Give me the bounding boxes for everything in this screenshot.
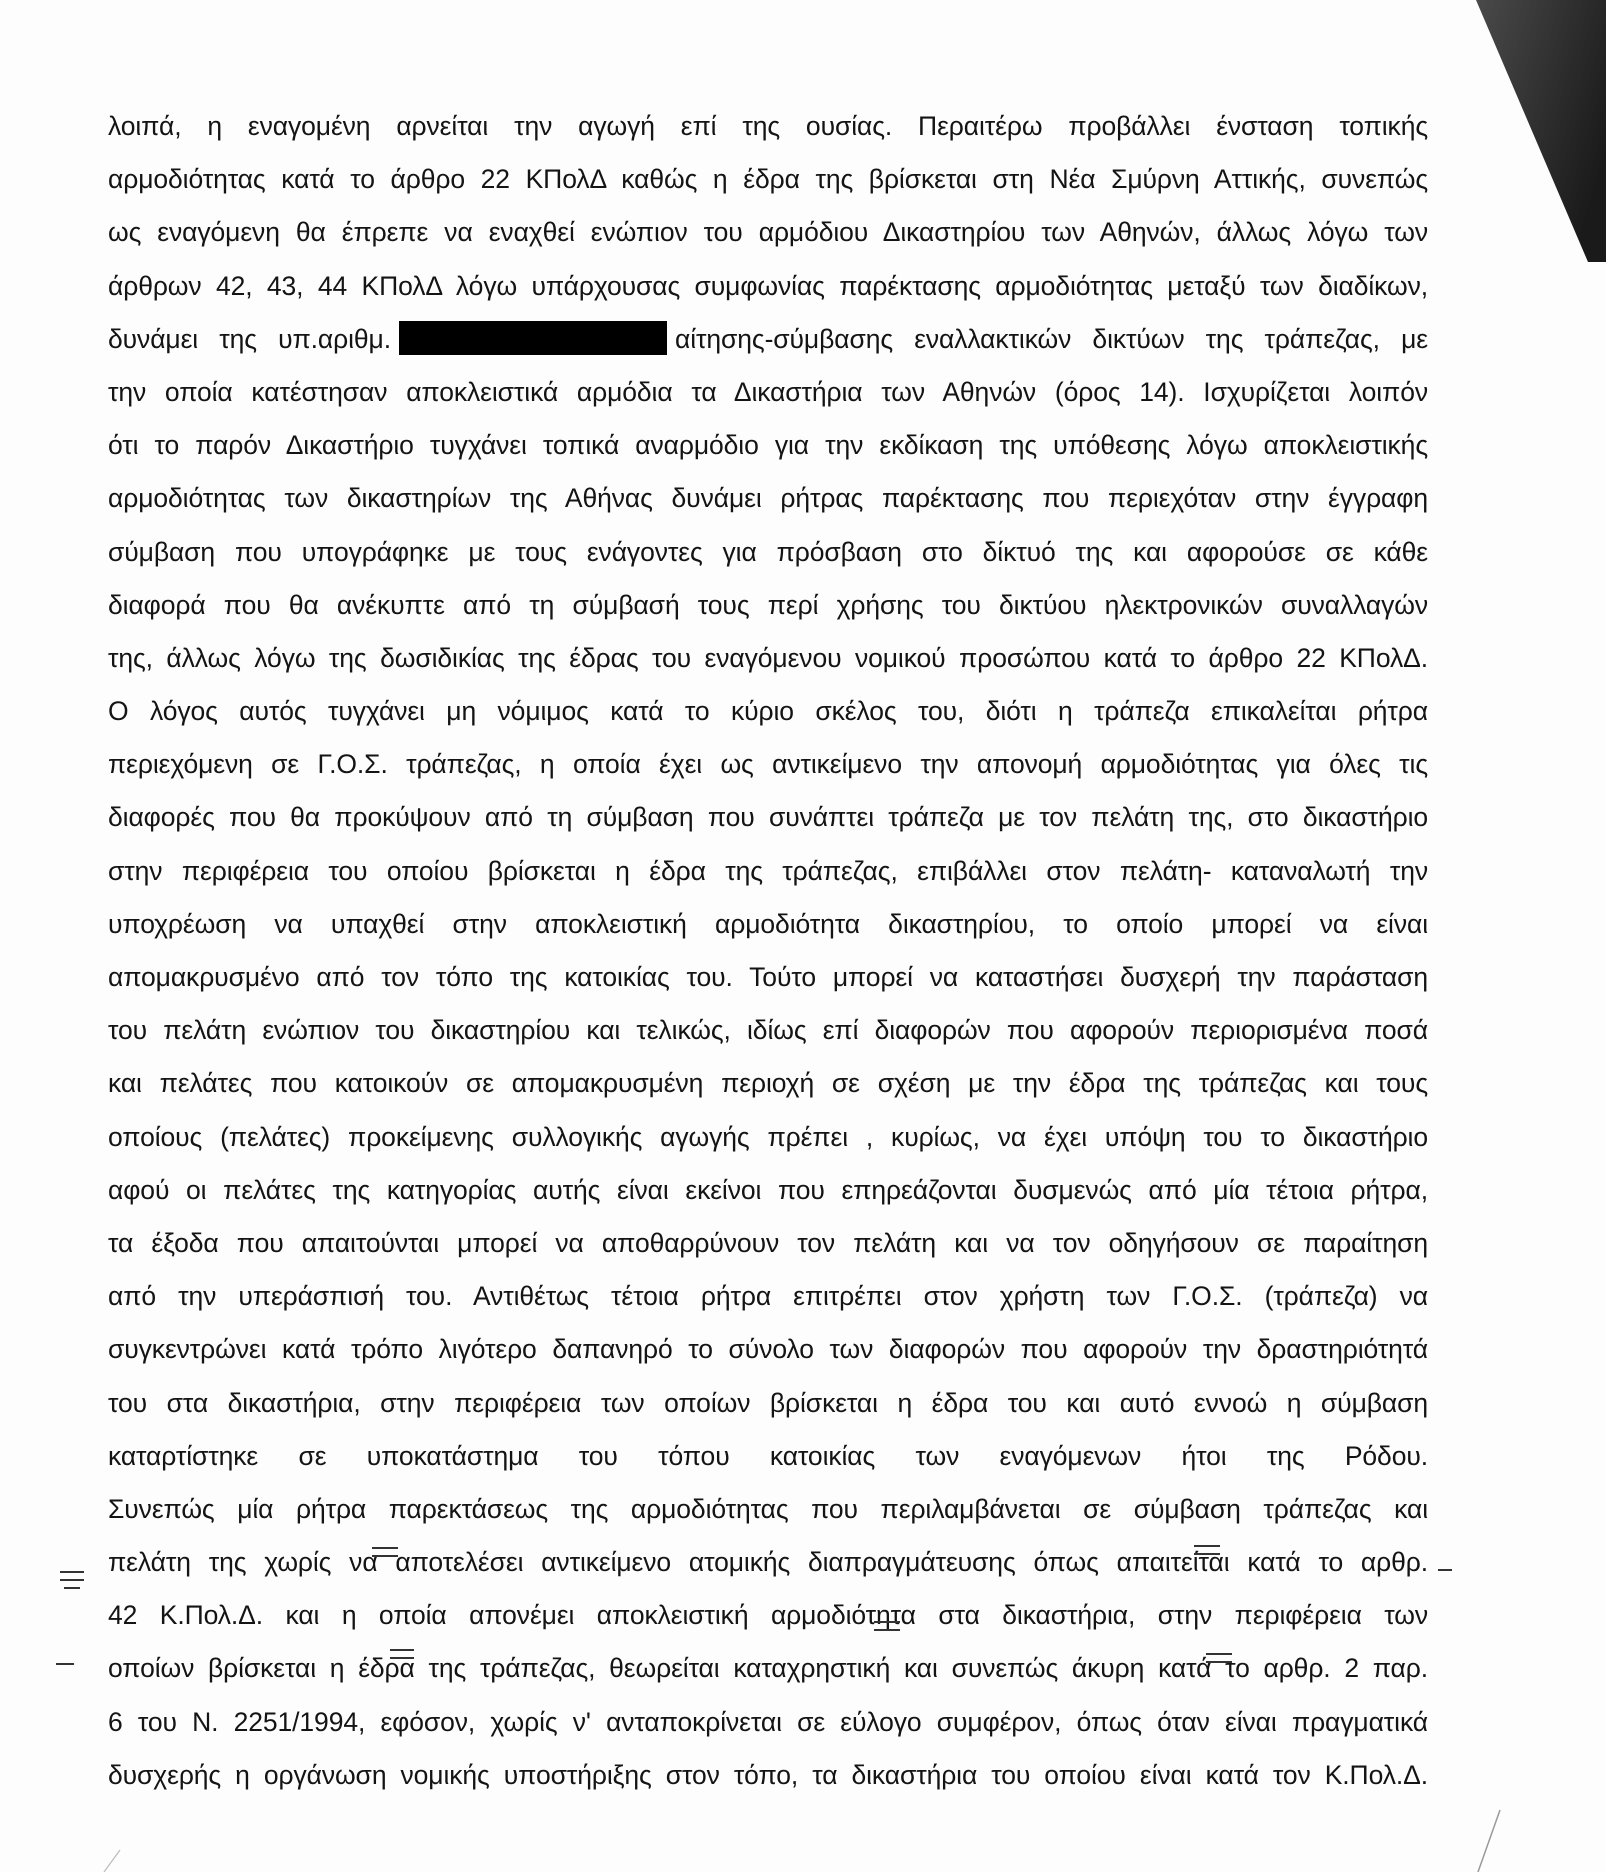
redaction-bar [399, 321, 667, 355]
text-line: του στα δικαστήρια, στην περιφέρεια των οποίων βρίσκεται η έδρα του και αυτό εννοώ η σύμβαση [108, 1387, 1428, 1418]
text-line: περιεχόμενη σε Γ.Ο.Σ. τράπεζας, η οποία έχει ως αντικείμενο την απονομή αρμοδιότητας για όλες τις [108, 749, 1428, 780]
text-line: οποίων βρίσκεται η έδρα της τράπεζας, θεωρείται καταχρηστική και συνεπώς άκυρη κατά το αρθρ. 2 παρ. [108, 1653, 1428, 1684]
text-line: του πελάτη ενώπιον του δικαστηρίου και τελικώς, ιδίως επί διαφορών που αφορούν περιορισμένα ποσά [108, 1015, 1428, 1046]
text-line: αφού οι πελάτες της κατηγορίας αυτής είναι εκείνοι που επηρεάζονται δυσμενώς από μία τέτοια ρήτρα, [108, 1174, 1428, 1205]
text-line: δυσχερής η οργάνωση νομικής υποστήριξης στον τόπο, τα δικαστήρια του οποίου είναι κατά τον Κ.Πολ.Δ. [108, 1759, 1428, 1790]
body-text [108, 100, 1428, 1802]
text-fragment: δυνάμει της υπ.αριθμ. [108, 323, 391, 354]
text-line-with-redaction [108, 313, 1428, 366]
text-line: αρμοδιότητας κατά το άρθρο 22 ΚΠολΔ καθώς η έδρα της βρίσκεται στη Νέα Σμύρνη Αττικής, συνεπώς [108, 164, 1428, 195]
text-line: διαφορές που θα προκύψουν από τη σύμβαση που συνάπτει τράπεζα με τον πελάτη της, στο δικαστήριο [108, 802, 1428, 833]
text-line: 42 Κ.Πολ.Δ. και η οποία απονέμει αποκλειστική αρμοδιότητα στα δικαστήρια, στην περιφέρεια των [108, 1600, 1428, 1631]
text-line: της, άλλως λόγω της δωσιδικίας της έδρας του εναγόμενου νομικού προσώπου κατά το άρθρο 22 ΚΠολΔ. [108, 642, 1428, 673]
text-line: ότι το παρόν Δικαστήριο τυγχάνει τοπικά αναρμόδιο για την εκδίκαση της υπόθεσης λόγω αποκλειστικής [108, 430, 1428, 461]
text-line: από την υπεράσπισή του. Αντιθέτως τέτοια ρήτρα επιτρέπει στον χρήστη των Γ.Ο.Σ. (τράπεζα) να [108, 1281, 1428, 1312]
text-line: καταρτίστηκε σε υποκατάστημα του τόπου κατοικίας των εναγόμενων ήτοι της Ρόδου. [108, 1440, 1428, 1471]
text-line: οποίους (πελάτες) προκείμενης συλλογικής αγωγής πρέπει , κυρίως, να έχει υπόψη του το δικαστήριο [108, 1121, 1428, 1152]
text-fragment: αίτησης-σύμβασης εναλλακτικών δικτύων της τράπεζας, με [674, 323, 1428, 354]
text-line: στην περιφέρεια του οποίου βρίσκεται η έδρα της τράπεζας, επιβάλλει στον πελάτη- καταναλωτή την [108, 855, 1428, 886]
text-line: την οποία κατέστησαν αποκλειστικά αρμόδια τα Δικαστήρια των Αθηνών (όρος 14). Ισχυρίζεται λοιπόν [108, 376, 1428, 407]
text-line: υποχρέωση να υπαχθεί στην αποκλειστική αρμοδιότητα δικαστηρίου, το οποίο μπορεί να είναι [108, 908, 1428, 939]
text-line: Συνεπώς μία ρήτρα παρεκτάσεως της αρμοδιότητας που περιλαμβάνεται σε σύμβαση τράπεζας και [108, 1493, 1428, 1524]
text-line: συγκεντρώνει κατά τρόπο λιγότερο δαπανηρό το σύνολο των διαφορών που αφορούν την δραστηριότητά [108, 1334, 1428, 1365]
text-line: Ο λόγος αυτός τυγχάνει μη νόμιμος κατά το κύριο σκέλος του, διότι η τράπεζα επικαλείται ρήτρα [108, 696, 1428, 727]
text-line: σύμβαση που υπογράφηκε με τους ενάγοντες για πρόσβαση στο δίκτυό της και αφορούσε σε κάθε [108, 536, 1428, 567]
text-line: ως εναγόμενη θα έπρεπε να εναχθεί ενώπιον του αρμόδιου Δικαστηρίου των Αθηνών, άλλως λόγω των [108, 217, 1428, 248]
text-line: απομακρυσμένο από τον τόπο της κατοικίας του. Τούτο μπορεί να καταστήσει δυσχερή την παράσταση [108, 962, 1428, 992]
text-line: και πελάτες που κατοικούν σε απομακρυσμένη περιοχή σε σχέση με την έδρα της τράπεζας και τους [108, 1068, 1428, 1099]
text-line: λοιπά, η εναγομένη αρνείται την αγωγή επί της ουσίας. Περαιτέρω προβάλλει ένσταση τοπικής [108, 111, 1428, 141]
text-line: τα έξοδα που απαιτούνται μπορεί να αποθαρρύνουν τον πελάτη και να τον οδηγήσουν σε παραίτηση [108, 1227, 1428, 1258]
text-line: άρθρων 42, 43, 44 ΚΠολΔ λόγω υπάρχουσας συμφωνίας παρέκτασης αρμοδιότητας μεταξύ των διαδίκων, [108, 270, 1428, 301]
text-line: διαφορά που θα ανέκυπτε από τη σύμβασή τους περί χρήσης του δικτύου ηλεκτρονικών συναλλαγών [108, 589, 1428, 620]
text-line: αρμοδιότητας των δικαστηρίων της Αθήνας δυνάμει ρήτρας παρέκτασης που περιεχόταν στην έγγραφη [108, 483, 1428, 514]
text-line: πελάτη της χωρίς να αποτελέσει αντικείμενο ατομικής διαπραγμάτευσης όπως απαιτείται κατά το αρθρ. [108, 1547, 1428, 1578]
text-line: 6 του Ν. 2251/1994, εφόσον, χωρίς ν' ανταποκρίνεται σε εύλογο συμφέρον, όπως όταν είναι πραγματικά [108, 1706, 1428, 1737]
